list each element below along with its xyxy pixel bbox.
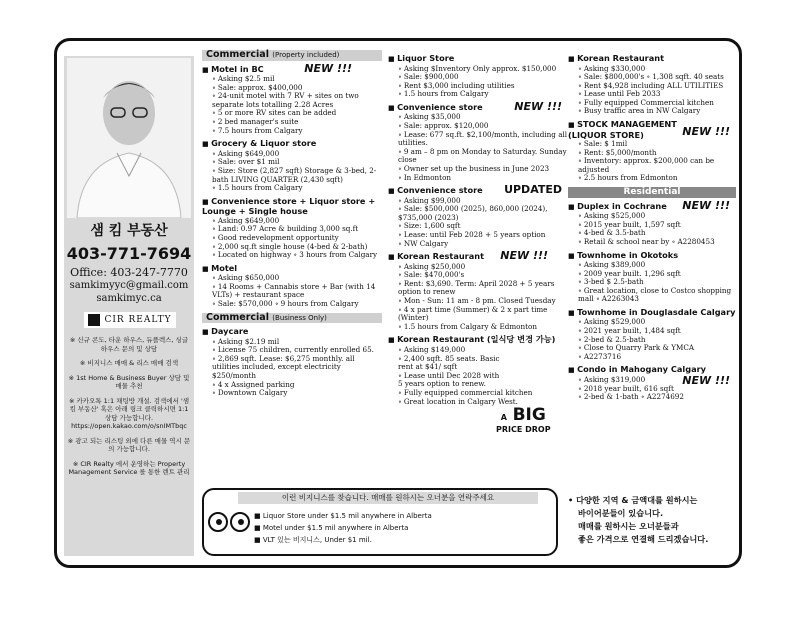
note-line: 좋은 가격으로 연결해 드리겠습니다. bbox=[578, 534, 709, 544]
listing-title: ■ Townhome in Okotoks bbox=[568, 251, 736, 262]
agent-photo bbox=[67, 58, 191, 218]
listing-detail: ∘ Land: 0.97 Acre & building 3,000 sq.ft bbox=[212, 225, 382, 234]
listing-detail: ∘ 14 Rooms + Cannabis store + Bar (with 14 VLTs) + restaurant space bbox=[212, 283, 382, 300]
listing-detail: ∘ Great location in Calgary West. bbox=[398, 398, 568, 407]
listing-title: ■ Townhome in Douglasdale Calgary bbox=[568, 308, 736, 319]
banner-heading: 이런 비지니스를 찾습니다. 매매를 원하시는 오너분을 연락주세요 bbox=[238, 492, 538, 504]
listing-detail: ∘ Rent: $3,690. Term: April 2028 + 5 years option to renew bbox=[398, 280, 568, 297]
listing-detail: ∘ Busy traffic area in NW Calgary bbox=[578, 107, 736, 116]
section-header-business: Commercial (Business Only) bbox=[202, 313, 382, 324]
listing-detail: ∘ Asking $99,000 bbox=[398, 197, 568, 206]
listing-duplex bbox=[568, 198, 736, 247]
listing-detail: ∘ 2015 year built, 1,597 sqft bbox=[578, 221, 736, 230]
listing-detail: ∘ 2,000 sq.ft single house (4-bed & 2-bath) bbox=[212, 243, 382, 252]
listing-motel-bc bbox=[202, 61, 382, 136]
listing-detail: ∘ Asking $149,000 bbox=[398, 346, 503, 355]
wanted-item: ■ VLT 있는 비지니스, Under $1 mil. bbox=[254, 534, 432, 546]
buyer-note bbox=[568, 494, 740, 546]
listing-okotoks bbox=[568, 251, 736, 304]
listing-detail: ∘ Lease: 677 sq.ft. $2,100/month, including all utilities. bbox=[398, 131, 568, 148]
listing-detail: ∘ Asking $319,000 bbox=[578, 376, 736, 385]
listing-detail: ∘ Sale: $570,000 ∘ 9 hours from Calgary bbox=[212, 300, 382, 309]
new-tag: NEW !!! bbox=[682, 198, 730, 212]
listing-detail: ∘ In Edmonton bbox=[398, 174, 568, 183]
listing-detail: ∘ Retail & school near by ∘ A2280453 bbox=[578, 238, 736, 247]
listing-conv-liquor bbox=[202, 197, 382, 260]
listing-detail: ∘ Great location, close to Costco shopping mall ∘ A2263043 bbox=[578, 287, 736, 304]
agent-website: samkimyc.ca bbox=[96, 293, 162, 304]
listing-conv2 bbox=[388, 183, 568, 248]
listing-korean1 bbox=[388, 249, 568, 331]
listing-title: ■ Liquor Store bbox=[388, 54, 568, 65]
listing-conv1 bbox=[388, 99, 568, 182]
section-header-residential: Residential bbox=[568, 187, 736, 198]
wanted-item: ■ Motel under $1.5 mil anywhere in Alberta bbox=[254, 522, 432, 534]
big-label: BIG bbox=[512, 405, 546, 425]
listing-detail: ∘ Asking $529,000 bbox=[578, 318, 736, 327]
listing-detail: ∘ Sale: $470,000's bbox=[398, 271, 568, 280]
updated-tag: UPDATED bbox=[504, 183, 562, 197]
listing-detail: ∘ Asking $Inventory Only approx. $150,000 bbox=[398, 65, 568, 74]
listing-detail: ∘ 2 bed manager's suite bbox=[212, 118, 382, 127]
listing-title: ■ Korean Restaurant (일식당 변경 가능) bbox=[388, 335, 568, 346]
listing-detail: ∘ Downtown Calgary bbox=[212, 389, 382, 398]
listing-detail: ∘ Asking $389,000 bbox=[578, 261, 736, 270]
listing-detail: ∘ Rent $4,928 including ALL UTILITIES bbox=[578, 82, 736, 91]
listing-detail: ∘ Asking $2.5 mil bbox=[212, 75, 382, 84]
listing-detail: ∘ Rent $3,000 including utilities bbox=[398, 82, 568, 91]
new-tag: NEW !!! bbox=[514, 99, 562, 113]
a-label: A bbox=[500, 413, 507, 422]
listing-detail: ∘ NW Calgary bbox=[398, 240, 568, 249]
listing-detail: ∘ Lease: until Feb 2028 + 5 years option bbox=[398, 231, 568, 240]
new-tag: NEW !!! bbox=[682, 125, 730, 139]
listing-detail: ∘ Asking $330,000 bbox=[578, 65, 736, 74]
agent-notes bbox=[66, 336, 192, 483]
listing-detail: ∘ Owner set up the business in June 2023 bbox=[398, 165, 568, 174]
listing-detail: ∘ Rent: $5,000/month bbox=[578, 149, 736, 158]
listing-stock bbox=[568, 120, 736, 183]
listing-daycare bbox=[202, 327, 382, 398]
column-business bbox=[388, 54, 568, 410]
note: ※ CIR Realty 에서 운영하는 Property Management Service 를 통한 렌트 관리 bbox=[68, 459, 190, 476]
listing-detail: ∘ Sale: $800,000's ∘ 1,308 sqft. 40 seats bbox=[578, 73, 736, 82]
listing-douglasdale bbox=[568, 308, 736, 361]
listing-detail: ∘ 2,400 sqft. 85 seats. Basic rent at $41/ sqft bbox=[398, 355, 503, 372]
listing-detail: ∘ Sale: approx. $120,000 bbox=[398, 122, 568, 131]
listing-detail: ∘ Fully equipped commercial kitchen bbox=[398, 389, 568, 398]
wanted-list bbox=[254, 510, 432, 546]
realty-name: CIR REALTY bbox=[104, 315, 172, 325]
listing-detail: ∘ 2009 year built. 1,296 sqft bbox=[578, 270, 736, 279]
listing-detail: ∘ Close to Quarry Park & YMCA bbox=[578, 344, 736, 353]
listing-detail: ∘ 1.5 hours from Calgary bbox=[398, 90, 568, 99]
note: ※ 비지니스 매매 & 리스 매매 검색 bbox=[79, 359, 179, 367]
listing-detail: ∘ Located on highway ∘ 3 hours from Calgary bbox=[212, 251, 382, 260]
listing-detail: ∘ 2-bed & 1-bath ∘ A2274692 bbox=[578, 393, 736, 402]
listing-title: ■ Convenience store + Liquor store + Lounge + Single house bbox=[202, 197, 382, 217]
office-phone: Office: 403-247-7770 bbox=[70, 266, 188, 279]
new-tag: NEW !!! bbox=[304, 61, 352, 75]
listing-motel bbox=[202, 264, 382, 309]
listing-detail: ∘ 2018 year built, 616 sqft bbox=[578, 385, 736, 394]
listing-detail: ∘ Size: Store (2,827 sqft) Storage & 3-bed, 2-bath LIVING QUARTER (2,430 sqft) bbox=[212, 167, 382, 184]
listing-title: ■ Motel bbox=[202, 264, 382, 275]
cir-realty-logo bbox=[84, 312, 176, 328]
listing-detail: ∘ Sale: approx. $400,000 bbox=[212, 84, 382, 93]
listing-detail: ∘ Sale: $ 1mil bbox=[578, 140, 736, 149]
listing-detail: ∘ Asking $649,000 bbox=[212, 217, 382, 226]
eyes-icon bbox=[208, 512, 252, 537]
listing-detail: ∘ 2-bed & 2.5-bath bbox=[578, 336, 736, 345]
listing-condo bbox=[568, 365, 736, 401]
listing-title: ■ Condo in Mahogany Calgary bbox=[568, 365, 736, 376]
note-line: • 다양한 지역 & 금액대를 원하시는 bbox=[568, 495, 698, 505]
listing-detail: ∘ 24-unit motel with 7 RV + sites on two separate lots totalling 2.28 Acres bbox=[212, 92, 382, 109]
listing-detail: ∘ Good redevelopment opportunity bbox=[212, 234, 382, 243]
listing-detail: ∘ Asking $250,000 bbox=[398, 263, 568, 272]
listing-detail: ∘ 2.5 hours from Edmonton bbox=[578, 174, 736, 183]
listing-detail: ∘ 5 or more RV sites can be added bbox=[212, 109, 382, 118]
listing-detail: ∘ 4-bed & 3.5-bath bbox=[578, 229, 736, 238]
listing-detail: ∘ Asking $650,000 bbox=[212, 274, 382, 283]
realty-logo-icon bbox=[88, 314, 100, 326]
listing-title: ■ Motel in BC bbox=[202, 65, 382, 76]
listing-detail: ∘ License 75 children, currently enrolled 65. bbox=[212, 346, 382, 355]
note: ※ 신규 콘도, 타운 하우스, 듀플렉스, 싱글 하우스 문의 및 상담 bbox=[69, 336, 189, 353]
note-line: 바이어분들이 있습니다. bbox=[578, 508, 664, 518]
listing-detail: ∘ Mon - Sun: 11 am - 8 pm. Closed Tuesday bbox=[398, 297, 568, 306]
listing-title: ■ Korean Restaurant bbox=[568, 54, 736, 65]
note: ※ 1st Home & Business Buyer 상담 및 매물 추천 bbox=[68, 373, 190, 390]
big-price-drop-tag bbox=[496, 405, 551, 434]
listing-detail: ∘ 2021 year built, 1,484 sqft bbox=[578, 327, 736, 336]
new-tag: NEW !!! bbox=[682, 374, 730, 388]
listing-detail: ∘ 7.5 hours from Calgary bbox=[212, 127, 382, 136]
note: ※ 광고 되는 리스팅 외에 다른 매물 역시 문의 가능합니다. bbox=[67, 436, 191, 453]
price-drop-label: PRICE DROP bbox=[496, 425, 551, 434]
column-commercial bbox=[202, 50, 382, 402]
listing-korean3 bbox=[568, 54, 736, 116]
listing-detail: ∘ Inventory: approx. $200,000 can be adjusted bbox=[578, 157, 736, 174]
agent-phone: 403-771-7694 bbox=[66, 244, 192, 263]
listing-detail: ∘ A2273716 bbox=[578, 353, 736, 362]
listing-title: ■ Convenience store bbox=[388, 103, 568, 114]
listing-detail: ∘ Sale: $500,000 (2025), 860,000 (2024), $735,000 (2023) bbox=[398, 205, 568, 222]
note: ※ 카카오톡 1:1 채팅방 개설. 검색에서 '샘 킴 부동산' 혹은 아래 링크 클릭하시면 1:1 상담 가능합니다. https://open.kakao.com/o/snIMTbqc bbox=[68, 396, 190, 430]
listing-title: ■ Daycare bbox=[202, 327, 382, 338]
listing-detail: ∘ Lease until Dec 2028 with 5 years option to renew. bbox=[398, 372, 503, 389]
listing-detail: ∘ Sale: over $1 mil bbox=[212, 158, 382, 167]
listing-detail: ∘ 1.5 hours from Calgary & Edmonton bbox=[398, 323, 568, 332]
listing-detail: ∘ Asking $649,000 bbox=[212, 150, 382, 159]
listing-title: ■ STOCK MANAGEMENT (LIQUOR STORE) bbox=[568, 120, 678, 140]
agent-email: samkimyyc@gmail.com bbox=[69, 280, 189, 291]
column-residential bbox=[568, 54, 736, 406]
listing-detail: ∘ 2,869 sqft. Lease: $6,275 monthly. all utilities included, except electricity $250/month bbox=[212, 355, 382, 381]
listing-detail: ∘ 4 x Assigned parking bbox=[212, 381, 382, 390]
agent-name: 샘 킴 부동산 bbox=[90, 223, 168, 239]
listing-detail: ∘ Asking $525,000 bbox=[578, 212, 736, 221]
listing-detail: ∘ Sale: $900,000 bbox=[398, 73, 568, 82]
new-tag: NEW !!! bbox=[500, 249, 548, 263]
listing-detail: ∘ 9 am – 8 pm on Monday to Saturday. Sunday close bbox=[398, 148, 568, 165]
listing-detail: ∘ Fully equipped Commercial kitchen bbox=[578, 99, 736, 108]
listing-korean2 bbox=[388, 335, 568, 406]
listing-title: ■ Convenience store bbox=[388, 186, 568, 197]
listing-detail: ∘ Lease until Feb 2033 bbox=[578, 90, 736, 99]
listing-detail: ∘ Asking $2.19 mil bbox=[212, 338, 382, 347]
listing-title: ■ Korean Restaurant bbox=[388, 252, 568, 263]
listing-detail: ∘ Asking $35,000 bbox=[398, 113, 568, 122]
listing-detail: ∘ 1.5 hours from Calgary bbox=[212, 184, 382, 193]
listing-title: ■ Grocery & Liquor store bbox=[202, 139, 382, 150]
wanted-item: ■ Liquor Store under $1.5 mil anywhere in Alberta bbox=[254, 510, 432, 522]
note-line: 매매를 원하시는 오너분들과 bbox=[578, 521, 679, 531]
listing-title: ■ Duplex in Cochrane bbox=[568, 202, 736, 213]
listing-detail: ∘ 4 x part time (Summer) & 2 x part time (Winter) bbox=[398, 306, 568, 323]
section-header-commercial: Commercial (Property included) bbox=[202, 50, 382, 61]
listing-grocery bbox=[202, 139, 382, 192]
listing-detail: ∘ 3-bed $ 2.5-bath bbox=[578, 278, 736, 287]
listing-detail: ∘ Size: 1,600 sqft bbox=[398, 222, 568, 231]
listing-liquor bbox=[388, 54, 568, 99]
